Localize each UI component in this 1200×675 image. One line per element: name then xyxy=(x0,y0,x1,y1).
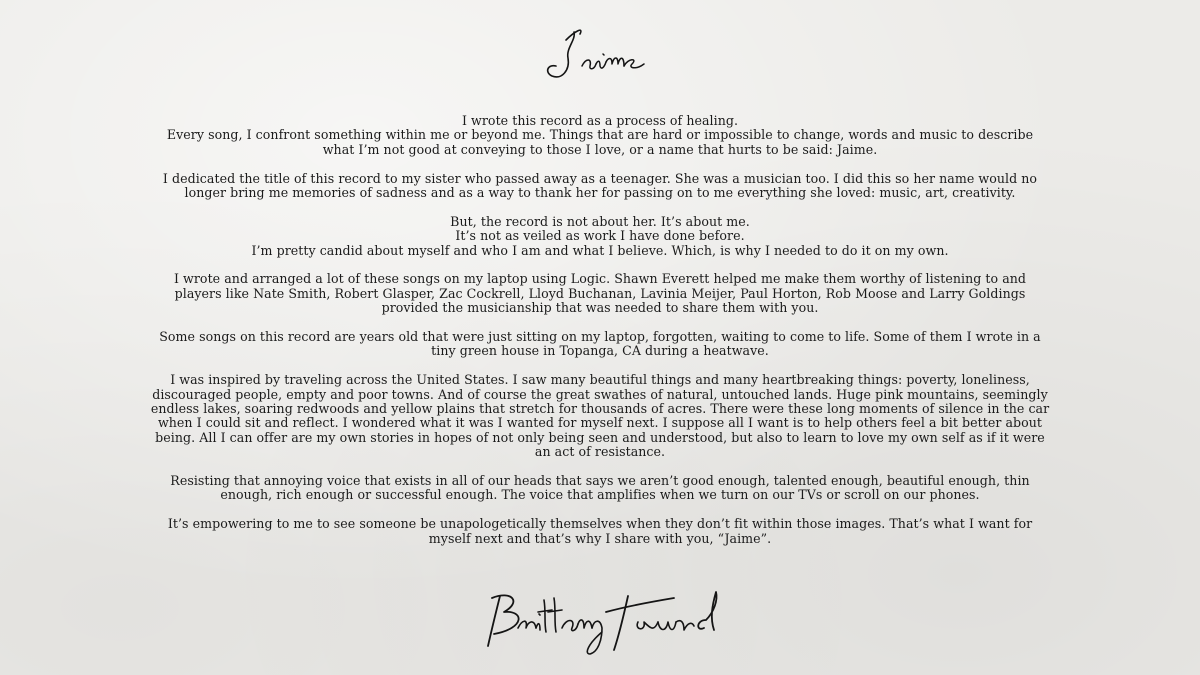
letter-line: But, the record is not about her. It’s about me. xyxy=(450,213,750,229)
letter-line: It’s not as veiled as work I have done before. xyxy=(455,228,745,244)
letter-line: enough, rich enough or successful enough. The voice that amplifies when we turn on our TVs or scroll on our phones. xyxy=(220,487,980,503)
letter-line: being. All I can offer are my own stories in hopes of not only being seen and understood, but also to learn to love my own self as if it were xyxy=(155,429,1045,445)
letter-line: players like Nate Smith, Robert Glasper, Zac Cockrell, Lloyd Buchanan, Lavinia Meijer, Paul Horton, Rob Moose and Larry Goldings xyxy=(174,285,1026,301)
paragraph-1 xyxy=(100,114,1100,157)
paragraph-6 xyxy=(100,373,1100,459)
paragraph-5 xyxy=(100,330,1100,359)
letter-line: myself next and that’s why I share with you, “Jaime”. xyxy=(428,530,772,546)
letter-line: tiny green house in Topanga, CA during a heatwave. xyxy=(431,343,769,359)
letter-body xyxy=(100,114,1100,560)
letter-line: discouraged people, empty and poor towns. And of course the great swathes of natural, untouched lands. Huge pink mountains, seemingly xyxy=(152,386,1048,402)
paragraph-4 xyxy=(100,272,1100,315)
paragraph-2 xyxy=(100,172,1100,201)
letter-line: It’s empowering to me to see someone be unapologetically themselves when they don’t fit within those images. That’s what I want for xyxy=(167,516,1033,532)
letter-line: Every song, I confront something within me or beyond me. Things that are hard or impossible to change, words and music to describe xyxy=(166,127,1034,143)
letter-line: an act of resistance. xyxy=(534,444,666,460)
paragraph-8 xyxy=(100,517,1100,546)
letter-line: I was inspired by traveling across the United States. I saw many beautiful things and many heartbreaking things: poverty, loneliness, xyxy=(170,372,1030,388)
letter-line: I dedicated the title of this record to my sister who passed away as a teenager. She was a musician too. I did this so her name would no xyxy=(162,170,1038,186)
letter-line: I wrote and arranged a lot of these songs on my laptop using Logic. Shawn Everett helped me make them worthy of listening to and xyxy=(173,271,1027,287)
paragraph-7 xyxy=(100,474,1100,503)
letter-line: longer bring me memories of sadness and as a way to thank her for passing on to me everything she loved: music, art, creativity. xyxy=(184,185,1016,201)
letter-line: Resisting that annoying voice that exists in all of our heads that says we aren’t good enough, talented enough, beautiful enough, thin xyxy=(170,473,1030,489)
letter-line: endless lakes, soaring redwoods and yellow plains that stretch for thousands of acres. There were these long moments of silence in the car xyxy=(150,401,1050,417)
brittany-howard-signature xyxy=(478,588,740,660)
letter-line: I wrote this record as a process of healing. xyxy=(461,113,739,128)
letter-line: I’m pretty candid about myself and who I am and what I believe. Which, is why I needed to do it on my own. xyxy=(251,242,949,258)
paragraph-3 xyxy=(100,215,1100,258)
letter-line: when I could sit and reflect. I wondered what it was I wanted for myself next. I suppose all I want is to help others feel a bit better about xyxy=(157,415,1043,431)
letter-line: Some songs on this record are years old that were just sitting on my laptop, forgotten, waiting to come to life. Some of them I wrote in a xyxy=(159,329,1041,345)
letter-line: what I’m not good at conveying to those I love, or a name that hurts to be said: Jaime. xyxy=(322,141,878,157)
letter-line: provided the musicianship that was needed to share them with you. xyxy=(381,300,819,316)
jaime-handwritten-title xyxy=(540,18,680,90)
